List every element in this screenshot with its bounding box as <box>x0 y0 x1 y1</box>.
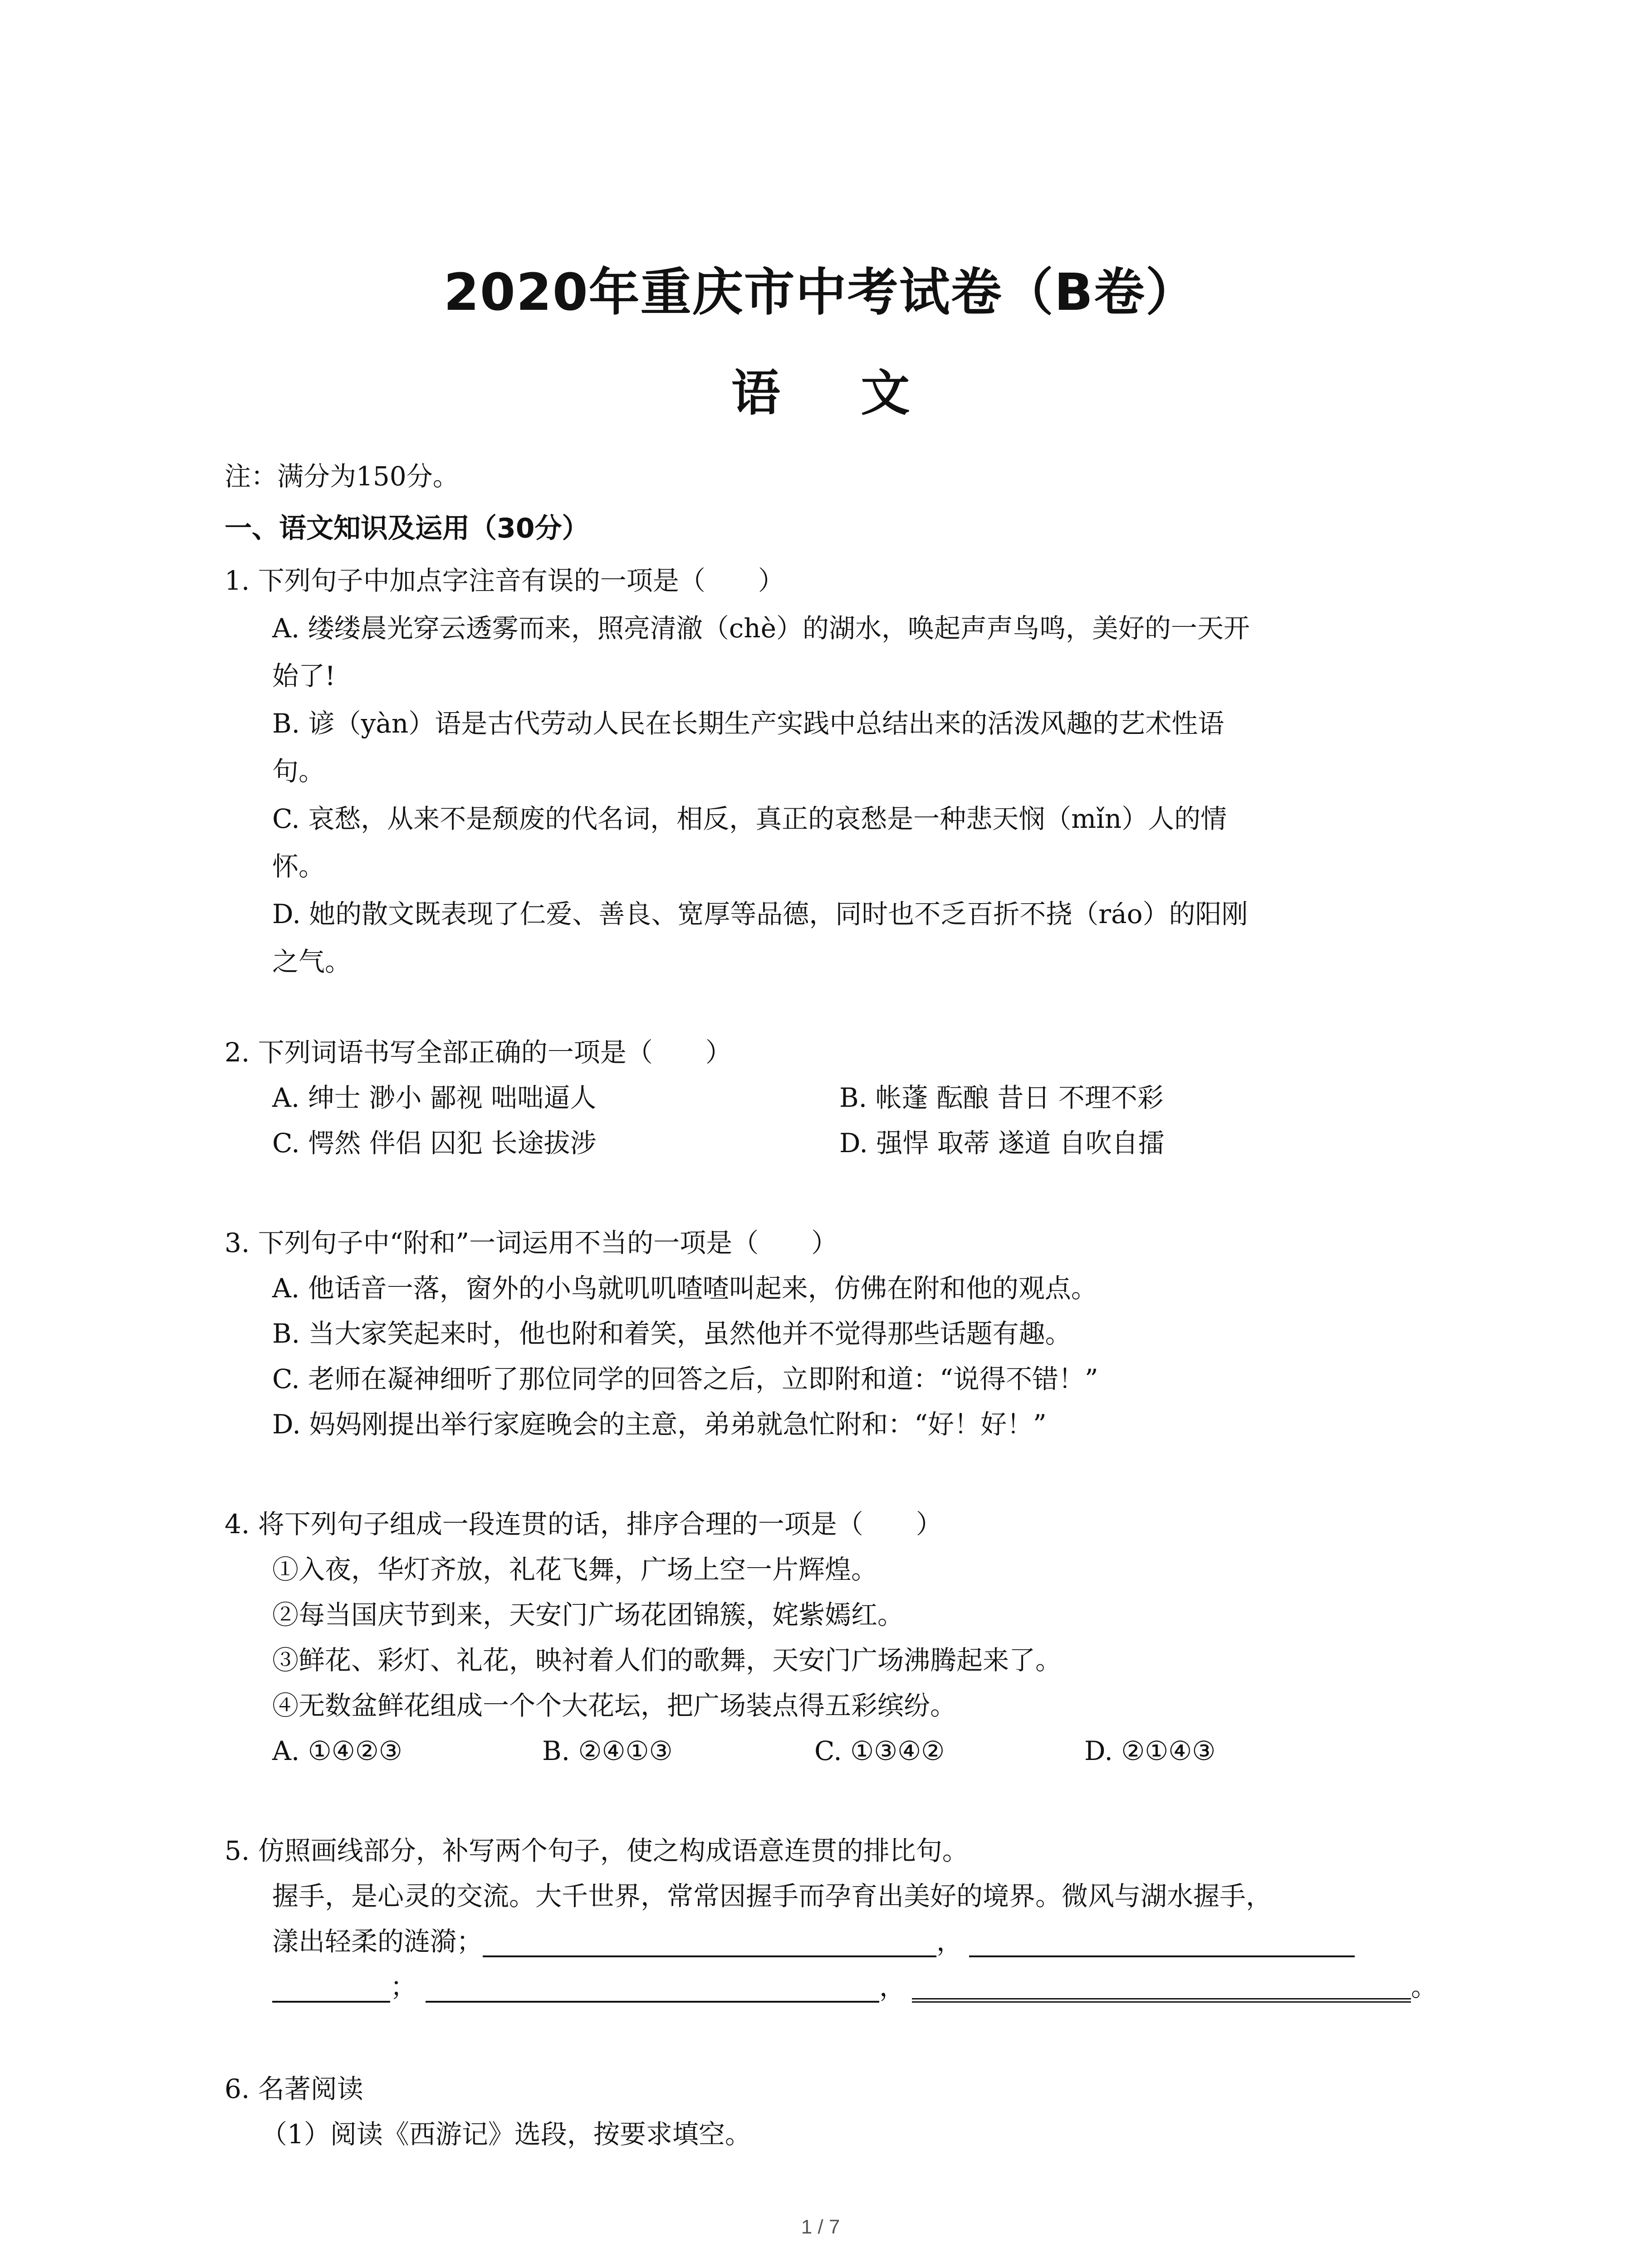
q2-stem: 2. 下列词语书写全部正确的一项是（ ） <box>225 1037 732 1068</box>
q1-option-d-line1: D. 她的散文既表现了仁爱、善良、宽厚等品德，同时也不乏百折不挠（ráo）的阳刚 <box>272 899 1248 929</box>
q4-sentence-1: ①入夜，华灯齐放，礼花飞舞，广场上空一片辉煌。 <box>272 1554 878 1585</box>
q5-stem: 5. 仿照画线部分，补写两个句子，使之构成语意连贯的排比句。 <box>225 1835 969 1866</box>
q3-option-b: B. 当大家笑起来时，他也附和着笑，虽然他并不觉得那些话题有趣。 <box>272 1318 1072 1349</box>
q4-option-b: B. ②④①③ <box>542 1735 673 1766</box>
q3-option-a: A. 他话音一落，窗外的小鸟就叽叽喳喳叫起来，仿佛在附和他的观点。 <box>272 1273 1097 1304</box>
q4-sentence-4: ④无数盆鲜花组成一个个大花坛，把广场装点得五彩缤纷。 <box>272 1690 957 1721</box>
answer-blank-1[interactable] <box>483 1928 936 1957</box>
q1-stem: 1. 下列句子中加点字注音有误的一项是（ ） <box>225 565 784 596</box>
q6-stem: 6. 名著阅读 <box>225 2073 363 2104</box>
q5-answer-line <box>272 1971 1437 2003</box>
q1-option-a-line1: A. 缕缕晨光穿云透雾而来，照亮清澈（chè）的湖水，唤起声声鸟鸣，美好的一天开 <box>272 613 1250 644</box>
q4-stem: 4. 将下列句子组成一段连贯的话，排序合理的一项是（ ） <box>225 1509 942 1540</box>
q1-option-b-line2: 句。 <box>272 756 325 787</box>
q3-option-c: C. 老师在凝神细听了那位同学的回答之后，立即附和道：“说得不错！” <box>272 1364 1098 1394</box>
q1-option-d-line2: 之气。 <box>272 946 352 977</box>
q1-option-c-line1: C. 哀愁，从来不是颓废的代名词，相反，真正的哀愁是一种悲天悯（mǐn）人的情 <box>272 803 1227 834</box>
period-mark: 。 <box>1411 1971 1438 2002</box>
answer-blank-5[interactable] <box>912 1971 1411 2003</box>
exam-title: 2020年重庆市中考试卷（B卷） <box>443 263 1198 322</box>
comma-mark: ， <box>879 1971 906 2002</box>
q3-stem: 3. 下列句子中“附和”一词运用不当的一项是（ ） <box>225 1227 838 1258</box>
comma-mark: ， <box>936 1926 963 1957</box>
q5-passage-line2 <box>272 1926 1355 1957</box>
q2-option-a: A. 绅士 渺小 鄙视 咄咄逼人 <box>272 1082 597 1113</box>
answer-blank-4[interactable] <box>426 1974 879 2003</box>
q4-option-a: A. ①④②③ <box>272 1735 402 1766</box>
q2-option-c: C. 愕然 伴侣 囚犯 长途拔涉 <box>272 1128 597 1158</box>
semicolon-mark: ； <box>390 1971 417 2002</box>
q4-sentence-3: ③鲜花、彩灯、礼花，映衬着人们的歌舞，天安门广场沸腾起来了。 <box>272 1645 1062 1676</box>
subject-title: 语 文 <box>731 365 942 422</box>
q4-sentence-2: ②每当国庆节到来，天安门广场花团锦簇，姹紫嫣红。 <box>272 1599 904 1630</box>
q6-sub-question-1: （1）阅读《西游记》选段，按要求填空。 <box>261 2119 751 2150</box>
q4-option-c: C. ①③④② <box>814 1735 945 1766</box>
answer-blank-3[interactable] <box>272 1974 390 2003</box>
answer-blank-2[interactable] <box>969 1928 1355 1957</box>
q3-option-d: D. 妈妈刚提出举行家庭晚会的主意，弟弟就急忙附和：“好！好！” <box>272 1409 1047 1440</box>
q1-option-c-line2: 怀。 <box>272 851 325 882</box>
q2-option-d: D. 强悍 取蒂 遂道 自吹自擂 <box>839 1128 1165 1158</box>
q1-option-a-line2: 始了! <box>272 660 336 691</box>
q2-option-b: B. 帐蓬 酝酿 昔日 不理不彩 <box>839 1082 1164 1113</box>
score-note: 注：满分为150分。 <box>225 461 459 492</box>
page-number: 1 / 7 <box>801 2216 840 2238</box>
q5-passage-text: 漾出轻柔的涟漪； <box>272 1926 483 1957</box>
q4-option-d: D. ②①④③ <box>1084 1735 1216 1766</box>
section-heading: 一、语文知识及运用（30分） <box>225 513 589 544</box>
q1-option-b-line1: B. 谚（yàn）语是古代劳动人民在长期生产实践中总结出来的活泼风趣的艺术性语 <box>272 708 1225 739</box>
q5-passage-line1: 握手，是心灵的交流。大千世界，常常因握手而孕育出美好的境界。微风与湖水握手， <box>272 1881 1273 1911</box>
